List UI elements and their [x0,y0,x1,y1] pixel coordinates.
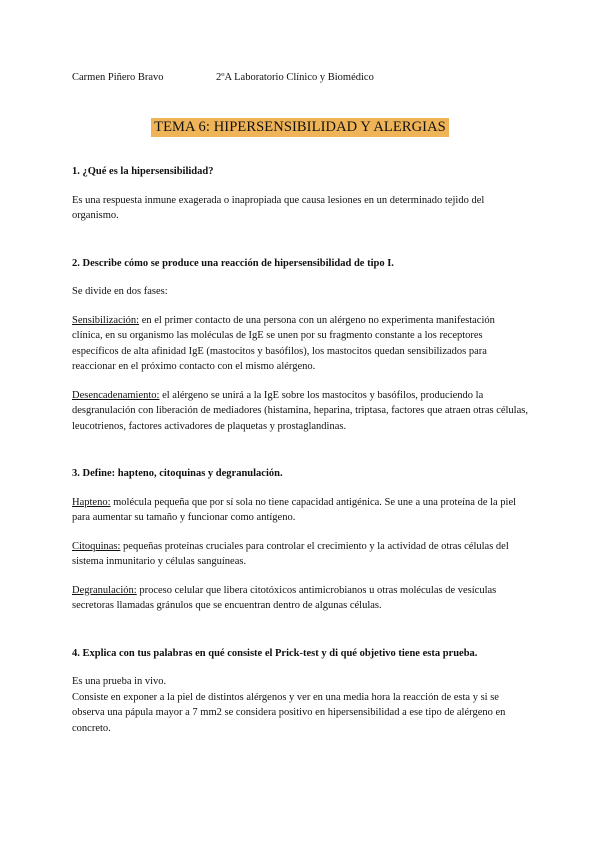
text-hapteno: molécula pequeña que por sí sola no tiene capacidad antigénica. Se une a una proteína de la piel para aumentar su tamaño y funcionar como antígeno. [72,496,517,523]
answer-1: Es una respuesta inmune exagerada o inapropiada que causa lesiones en un determinado tejido del organismo. [72,194,485,221]
term-sensibilizacion: Sensibilización: [72,314,140,326]
document-title: TEMA 6: HIPERSENSIBILIDAD Y ALERGIAS [151,118,449,137]
answer-4-line-1: Es una prueba in vivo. [72,676,167,687]
text-citoquinas: pequeñas proteínas cruciales para controlar el crecimiento y la actividad de otras células del sistema inmunitario y células sanguíneas. [72,540,509,567]
course-name: 2ºA Laboratorio Clínico y Biomédico [216,72,374,83]
title-container [0,118,600,137]
question-2: 2. Describe cómo se produce una reacción de hipersensibilidad de tipo I. [72,257,394,269]
document-body [72,164,528,736]
definition-sensibilizacion [72,313,528,375]
term-hapteno: Hapteno: [72,496,111,508]
definition-hapteno [72,495,528,526]
answer-4-line-2: Consiste en exponer a la piel de distintos alérgenos y ver en una media hora la reacción de esta y si se observa una pápula mayor a 7 mm2 se considera positivo en hipersensibilidad a ese tipo de alérgeno en concreto. [72,691,506,734]
definition-citoquinas [72,539,528,570]
text-sensibilizacion: en el primer contacto de una persona con un alérgeno no experimenta manifestación clínica, en su organismo las moléculas de IgE se unen por su fragmento constante a los receptores específicos de alta afinidad IgE (mastocitos y basófilos), los mastocitos quedan sensibilizados para reaccionar en el próximo contacto con el mismo alérgeno. [72,314,495,372]
definition-degranulacion [72,583,528,614]
definition-desencadenamiento [72,388,528,435]
term-degranulacion: Degranulación: [72,584,137,596]
text-desencadenamiento: el alérgeno se unirá a la IgE sobre los mastocitos y basófilos, produciendo la desgranulación con liberación de mediadores (histamina, heparina, triptasa, factores que atraen otras células, leucotrienos, factores activadores de plaquetas y prostaglandinas. [72,389,528,432]
answer-2-intro: Se divide en dos fases: [72,286,168,297]
text-degranulacion: proceso celular que libera citotóxicos antimicrobianos u otras moléculas de vesículas secretoras llamadas gránulos que se encuentran dentro de algunas células. [72,584,497,611]
author-name: Carmen Piñero Bravo [72,72,164,83]
question-4: 4. Explica con tus palabras en qué consiste el Prick-test y di qué objetivo tiene esta prueba. [72,647,478,659]
question-1: 1. ¿Qué es la hipersensibilidad? [72,166,214,177]
question-3: 3. Define: hapteno, citoquinas y degranulación. [72,468,283,479]
term-desencadenamiento: Desencadenamiento: [72,389,160,401]
term-citoquinas: Citoquinas: [72,540,121,552]
